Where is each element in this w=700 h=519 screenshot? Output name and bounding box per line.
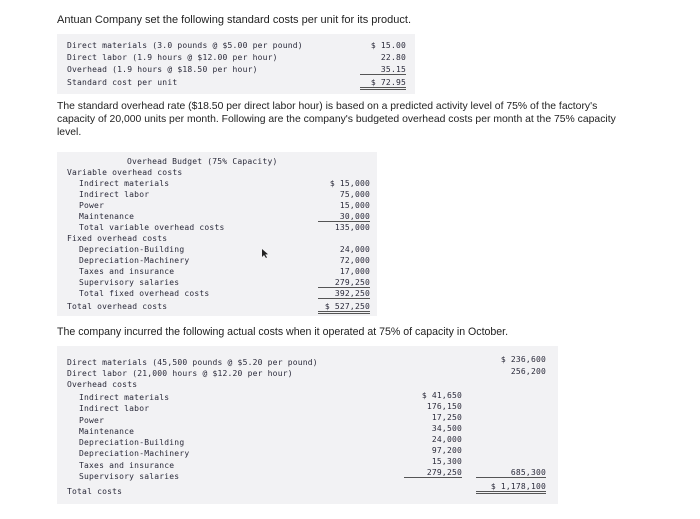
actual-oh-label-5: Depreciation-Machinery: [79, 449, 190, 458]
variable-header: Variable overhead costs: [67, 168, 183, 177]
paragraph-line-1: The standard overhead rate ($18.50 per direct labor hour) is based on a predicted activity level of 75% of the factory's: [57, 101, 598, 112]
budget-var-label-1: Indirect labor: [79, 190, 150, 199]
budget-title: Overhead Budget (75% Capacity): [127, 157, 278, 166]
budget-fixed-value-2: 17,000: [339, 267, 370, 276]
budget-grand-total-label: Total overhead costs: [67, 302, 168, 311]
std-oh-value: 35.15: [360, 65, 406, 75]
budget-fixed-value-1: 72,000: [339, 256, 370, 265]
actual-oh-label-3: Maintenance: [79, 427, 135, 436]
intro-text: Antuan Company set the following standard costs per unit for its product.: [57, 14, 412, 26]
budget-fixed-value-0: 24,000: [339, 245, 370, 254]
actual-dm-value: $ 236,600: [500, 355, 546, 364]
actual-oh-total-value: 685,300: [476, 468, 546, 478]
budget-fixed-value-3: 279,250: [318, 278, 370, 288]
overhead-costs-header: Overhead costs: [67, 380, 138, 389]
budget-fixed-total-value: 392,250: [318, 289, 370, 299]
std-oh-label: Overhead (1.9 hours @ $18.50 per hour): [67, 65, 258, 74]
budget-var-total-label: Total variable overhead costs: [79, 223, 225, 232]
std-dl-value: 22.80: [380, 53, 406, 62]
paragraph-line-2: capacity of 20,000 units per month. Following are the company's budgeted overhead costs per month at the 75% capacity: [57, 114, 616, 125]
actual-oh-label-0: Indirect materials: [79, 393, 170, 402]
actual-oh-value-3: 34,500: [431, 424, 462, 433]
actual-oh-label-6: Taxes and insurance: [79, 461, 175, 470]
budget-var-label-2: Power: [79, 201, 105, 210]
std-dl-label: Direct labor (1.9 hours @ $12.00 per hour): [67, 53, 278, 62]
budget-fixed-label-3: Supervisory salaries: [79, 278, 180, 287]
actual-intro-text: The company incurred the following actual costs when it operated at 75% of capacity in October.: [57, 326, 509, 338]
actual-oh-value-1: 176,150: [426, 402, 462, 411]
std-total-value: $ 72.95: [360, 78, 406, 90]
budget-var-value-2: 15,000: [339, 201, 370, 210]
actual-oh-value-4: 24,000: [431, 435, 462, 444]
std-dm-value: $ 15.00: [370, 41, 406, 50]
total-costs-value: $ 1,178,100: [476, 482, 546, 494]
budget-fixed-label-0: Depreciation-Building: [79, 245, 185, 254]
std-dm-label: Direct materials (3.0 pounds @ $5.00 per pound): [67, 41, 303, 50]
budget-var-label-0: Indirect materials: [79, 179, 170, 188]
actual-oh-value-0: $ 41,650: [421, 391, 462, 400]
actual-dm-label: Direct materials (45,500 pounds @ $5.20 per pound): [67, 358, 318, 367]
actual-oh-value-7: 279,250: [404, 468, 462, 478]
budget-grand-total-value: $ 527,250: [318, 302, 370, 314]
actual-oh-label-7: Supervisory salaries: [79, 472, 180, 481]
actual-dl-value: 256,200: [510, 367, 546, 376]
budget-fixed-label-1: Depreciation-Machinery: [79, 256, 190, 265]
budget-var-value-0: $ 15,000: [329, 179, 370, 188]
actual-dl-label: Direct labor (21,000 hours @ $12.20 per hour): [67, 369, 293, 378]
budget-var-value-3: 30,000: [318, 212, 370, 222]
actual-oh-value-2: 17,250: [431, 413, 462, 422]
budget-var-value-1: 75,000: [339, 190, 370, 199]
paragraph-line-3: level.: [57, 127, 82, 138]
budget-var-label-3: Maintenance: [79, 212, 135, 221]
actual-oh-label-4: Depreciation-Building: [79, 438, 185, 447]
budget-fixed-total-label: Total fixed overhead costs: [79, 289, 210, 298]
budget-var-total-value: 135,000: [334, 223, 370, 232]
actual-oh-value-5: 97,200: [431, 446, 462, 455]
fixed-header: Fixed overhead costs: [67, 234, 168, 243]
mouse-cursor-icon: [261, 248, 269, 259]
std-total-label: Standard cost per unit: [67, 78, 178, 87]
actual-oh-label-2: Power: [79, 416, 105, 425]
actual-oh-label-1: Indirect labor: [79, 404, 150, 413]
actual-oh-value-6: 15,300: [431, 457, 462, 466]
total-costs-label: Total costs: [67, 487, 123, 496]
budget-fixed-label-2: Taxes and insurance: [79, 267, 175, 276]
